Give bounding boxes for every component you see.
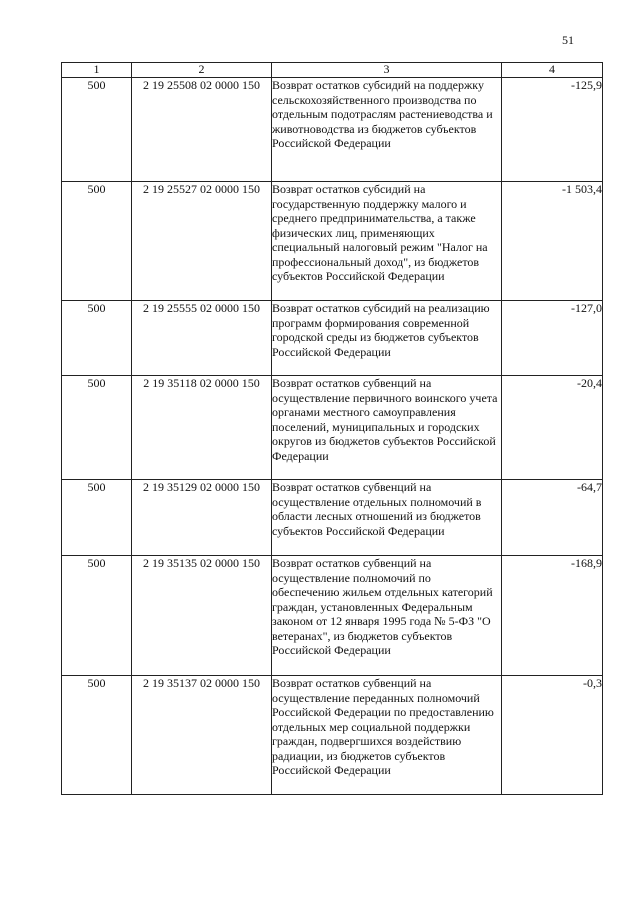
amount-cell: -125,9 xyxy=(502,78,603,182)
admin-code-cell: 500 xyxy=(62,301,132,376)
budget-code-cell: 2 19 25527 02 0000 150 xyxy=(132,182,272,301)
column-header: 2 xyxy=(132,63,272,78)
description-cell: Возврат остатков субвенций на осуществление переданных полномочий Российской Федерации по предоставлению отдельных мер социальной поддержки граждан, подвергшихся воздействию радиации, из бюджетов субъектов Российской Федерации xyxy=(272,676,502,795)
table-row xyxy=(62,301,603,376)
budget-code-cell: 2 19 35129 02 0000 150 xyxy=(132,480,272,556)
budget-code-cell: 2 19 25555 02 0000 150 xyxy=(132,301,272,376)
description-cell: Возврат остатков субвенций на осуществление первичного воинского учета органами местного самоуправления поселений, муниципальных и городских округов из бюджетов субъектов Российской Федерации xyxy=(272,376,502,480)
budget-code-cell: 2 19 25508 02 0000 150 xyxy=(132,78,272,182)
description-cell: Возврат остатков субвенций на осуществление полномочий по обеспечению жильем отдельных категорий граждан, установленных Федеральным законом от 12 января 1995 года № 5-ФЗ "О ветеранах", из бюджетов субъектов Российской Федерации xyxy=(272,556,502,676)
column-header: 1 xyxy=(62,63,132,78)
budget-table xyxy=(61,62,603,795)
description-cell: Возврат остатков субсидий на государственную поддержку малого и среднего предпринимательства, а также физических лиц, применяющих специальный налоговый режим "Налог на профессиональный доход", из бюджетов субъектов Российской Федерации xyxy=(272,182,502,301)
description-cell: Возврат остатков субвенций на осуществление отдельных полномочий в области лесных отношений из бюджетов субъектов Российской Федерации xyxy=(272,480,502,556)
table-row xyxy=(62,182,603,301)
admin-code-cell: 500 xyxy=(62,78,132,182)
table-row xyxy=(62,78,603,182)
description-cell: Возврат остатков субсидий на поддержку сельскохозяйственного производства по отдельным подотраслям растениеводства и животноводства из бюджетов субъектов Российской Федерации xyxy=(272,78,502,182)
column-header: 4 xyxy=(502,63,603,78)
table-row xyxy=(62,676,603,795)
description-cell: Возврат остатков субсидий на реализацию программ формирования современной городской среды из бюджетов субъектов Российской Федерации xyxy=(272,301,502,376)
budget-code-cell: 2 19 35118 02 0000 150 xyxy=(132,376,272,480)
budget-code-cell: 2 19 35137 02 0000 150 xyxy=(132,676,272,795)
admin-code-cell: 500 xyxy=(62,676,132,795)
table-row xyxy=(62,480,603,556)
table-row xyxy=(62,376,603,480)
admin-code-cell: 500 xyxy=(62,556,132,676)
amount-cell: -20,4 xyxy=(502,376,603,480)
admin-code-cell: 500 xyxy=(62,480,132,556)
admin-code-cell: 500 xyxy=(62,182,132,301)
amount-cell: -0,3 xyxy=(502,676,603,795)
table-row xyxy=(62,556,603,676)
admin-code-cell: 500 xyxy=(62,376,132,480)
amount-cell: -168,9 xyxy=(502,556,603,676)
page-number: 51 xyxy=(562,33,574,47)
budget-code-cell: 2 19 35135 02 0000 150 xyxy=(132,556,272,676)
amount-cell: -64,7 xyxy=(502,480,603,556)
column-header: 3 xyxy=(272,63,502,78)
amount-cell: -127,0 xyxy=(502,301,603,376)
amount-cell: -1 503,4 xyxy=(502,182,603,301)
table-header-row xyxy=(62,63,603,78)
